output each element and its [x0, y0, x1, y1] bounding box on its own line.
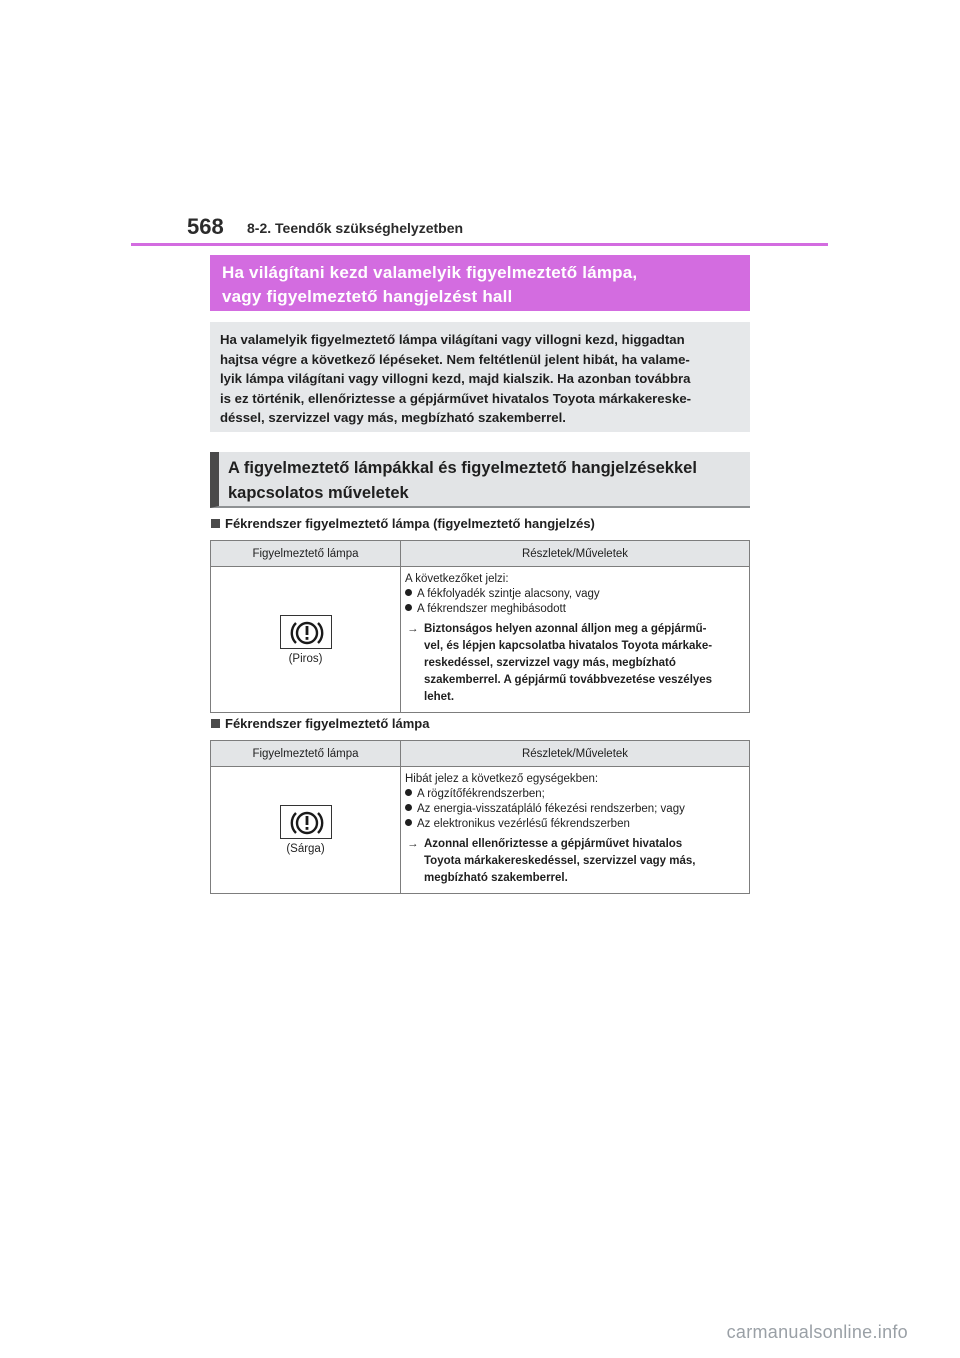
column-header-lamp: Figyelmeztető lámpa — [211, 741, 401, 767]
column-header-details: Részletek/Műveletek — [401, 741, 750, 767]
page-number: 568 — [187, 214, 224, 239]
action-block — [405, 836, 745, 887]
column-header-lamp: Figyelmeztető lámpa — [211, 541, 401, 567]
subsection-title-brake-sound — [211, 516, 595, 531]
details-intro: Hibát jelez a következő egységekben: — [405, 773, 599, 785]
table-row — [211, 767, 750, 894]
lamp-color-caption: (Sárga) — [286, 843, 325, 855]
bullet-item: A fékfolyadék szintje alacsony, vagy — [405, 587, 745, 602]
intro-line: lyik lámpa világítani vagy villogni kezd, majd kialszik. Ha azonban továbbra — [220, 371, 691, 386]
section-path: 8-2. Teendők szükséghelyzetben — [247, 220, 464, 236]
subsection-title-brake — [211, 716, 429, 731]
details-intro: A következőket jelzi: — [405, 573, 509, 585]
bullet-item: Az energia-visszatápláló fékezési rendszerben; vagy — [405, 802, 745, 817]
subsection-title-text: Fékrendszer figyelmeztető lámpa — [225, 716, 430, 731]
sub-heading-line: A figyelmeztető lámpákkal és figyelmeztető hangjelzésekkel — [228, 459, 697, 477]
action-line: lehet. — [424, 691, 455, 703]
lamp-color-caption: (Piros) — [288, 652, 323, 665]
lamp-cell — [211, 767, 401, 894]
column-header-details: Részletek/Műveletek — [401, 541, 750, 567]
intro-box — [210, 322, 750, 432]
square-bullet-icon — [211, 519, 220, 528]
subsection-title-text: Fékrendszer figyelmeztető lámpa (figyelmeztető hangjelzés) — [225, 516, 595, 531]
details-cell — [401, 567, 750, 713]
action-line: megbízható szakemberrel. — [424, 872, 568, 884]
warning-table-yellow — [210, 740, 750, 894]
intro-line: is ez történik, ellenőriztesse a gépjárművet hivatalos Toyota márkakereske- — [220, 390, 692, 406]
action-line: vel, és lépjen kapcsolatba hivatalos Toyota márkake- — [424, 640, 713, 652]
table-header-row — [211, 741, 750, 767]
details-cell — [401, 767, 750, 894]
header-rule — [131, 243, 828, 246]
bullet-item: A fékrendszer meghibásodott — [405, 602, 745, 617]
action-line: Azonnal ellenőriztesse a gépjárművet hivatalos — [424, 838, 683, 850]
arrow-right-icon: → — [407, 838, 419, 850]
action-line: Toyota márkakereskedéssel, szervizzel vagy más, — [424, 855, 696, 867]
table-row — [211, 567, 750, 713]
main-heading-line: vagy figyelmeztető hangjelzést hall — [222, 287, 513, 306]
lamp-cell — [211, 567, 401, 713]
intro-line: Ha valamelyik figyelmeztető lámpa világítani vagy villogni kezd, higgadtan — [220, 332, 685, 347]
brake-warning-icon — [280, 615, 332, 649]
table-header-row — [211, 541, 750, 567]
sub-heading — [210, 452, 750, 508]
square-bullet-icon — [211, 719, 220, 728]
intro-line: déssel, szervizzel vagy más, megbízható szakemberrel. — [220, 410, 566, 425]
arrow-right-icon: → — [407, 623, 419, 635]
action-line: reskedéssel, szervizzel vagy más, megbízható — [424, 657, 676, 669]
action-line: szakemberrel. A gépjármű továbbvezetése veszélyes — [424, 674, 713, 686]
sub-heading-line: kapcsolatos műveletek — [228, 484, 409, 502]
main-heading — [210, 255, 750, 311]
bullet-item: A rögzítőfékrendszerben; — [405, 787, 745, 802]
main-heading-line: Ha világítani kezd valamelyik figyelmeztető lámpa, — [222, 263, 638, 282]
watermark: carmanualsonline.info — [726, 1322, 908, 1342]
action-line: Biztonságos helyen azonnal álljon meg a gépjármű- — [424, 623, 707, 635]
brake-warning-icon — [280, 805, 332, 839]
action-block — [405, 621, 745, 706]
warning-table-red — [210, 540, 750, 713]
intro-line: hajtsa végre a következő lépéseket. Nem feltétlenül jelent hibát, ha valame- — [220, 351, 690, 367]
bullet-item: Az elektronikus vezérlésű fékrendszerben — [405, 817, 745, 832]
